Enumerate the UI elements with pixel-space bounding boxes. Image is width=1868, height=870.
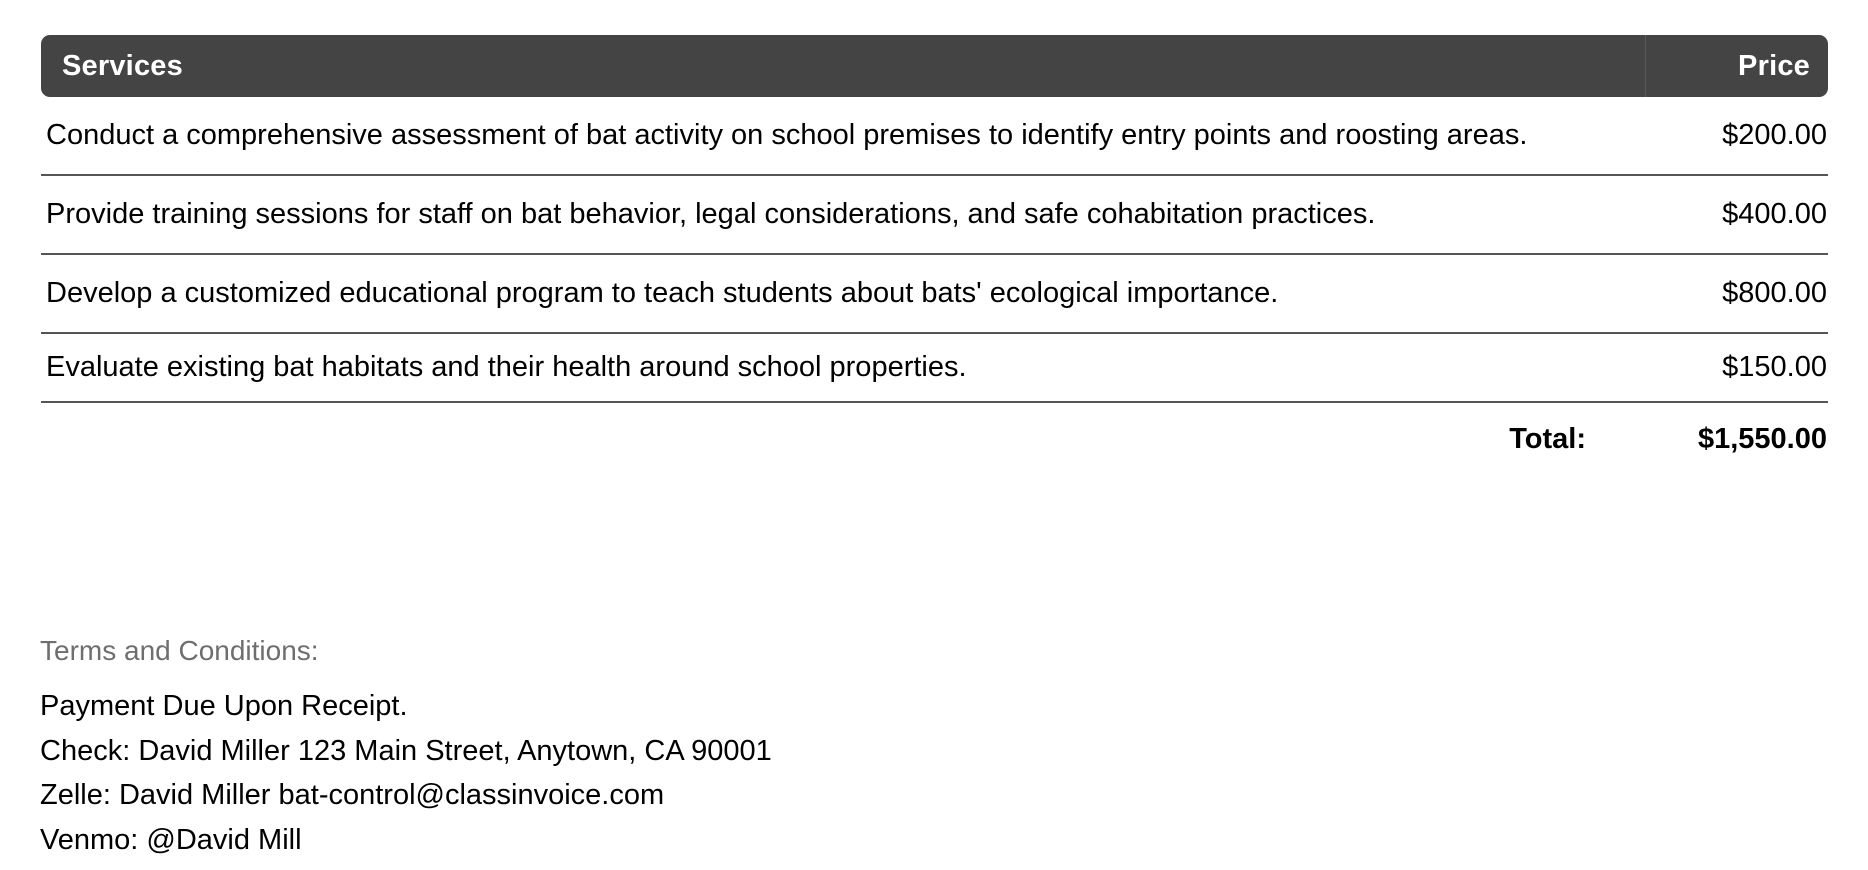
column-header-services: Services (41, 35, 1646, 97)
service-description: Evaluate existing bat habitats and their health around school properties. (46, 350, 967, 383)
column-header-price: Price (1738, 49, 1810, 82)
table-header-row (41, 35, 1828, 97)
table-row (41, 255, 1828, 334)
service-price: $200.00 (1722, 119, 1827, 151)
service-description: Conduct a comprehensive assessment of bat activity on school premises to identify entry points and roosting areas. (46, 118, 1528, 151)
services-price-table (41, 35, 1828, 475)
total-value: $1,550.00 (1697, 422, 1827, 455)
terms-line-venmo: Venmo: @David Mill (40, 824, 302, 857)
table-row (41, 334, 1828, 403)
terms-and-conditions-section (40, 634, 1440, 863)
table-row (41, 97, 1828, 176)
service-description: Provide training sessions for staff on bat behavior, legal considerations, and safe cohabitation practices. (46, 197, 1376, 230)
terms-line-payment: Payment Due Upon Receipt. (40, 689, 408, 722)
terms-line-check: Check: David Miller 123 Main Street, Anytown, CA 90001 (40, 734, 772, 767)
total-row (41, 403, 1828, 475)
total-label: Total: (1509, 422, 1586, 455)
service-price: $400.00 (1722, 198, 1827, 230)
table-row (41, 176, 1828, 255)
service-price: $150.00 (1722, 351, 1827, 383)
terms-line-zelle: Zelle: David Miller bat-control@classinvoice.com (40, 779, 665, 812)
terms-title: Terms and Conditions: (40, 635, 319, 666)
service-description: Develop a customized educational program to teach students about bats' ecological importance. (46, 276, 1279, 309)
service-price: $800.00 (1722, 277, 1827, 309)
